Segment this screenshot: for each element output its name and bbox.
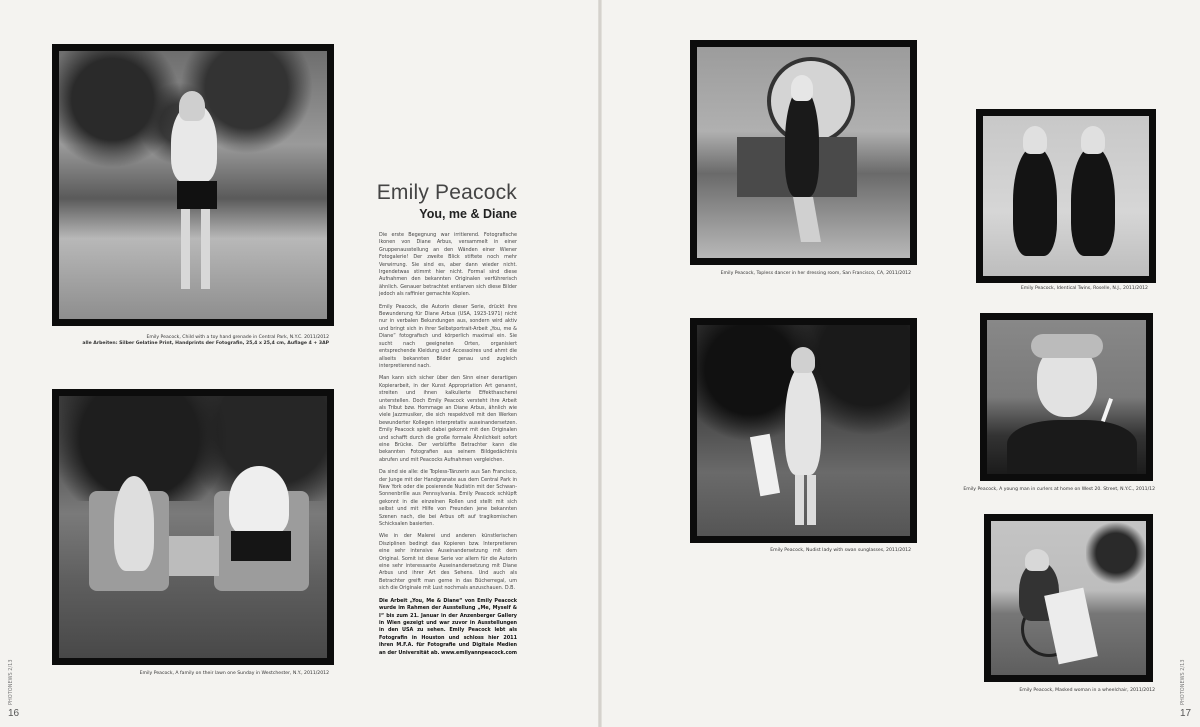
magazine-name-left: PHOTONEWS 2/13 <box>8 659 14 705</box>
caption-grenade: Emily Peacock, Child with a toy hand grenade in Central Park, N.Y.C. 2011/2012 <box>146 335 329 340</box>
artist-url[interactable]: www.emilyannpeacock.com <box>440 649 517 656</box>
article <box>365 180 517 657</box>
spread-fold <box>598 0 602 727</box>
caption-family: Emily Peacock, A family on their lawn one Sunday in Westchester, N.Y., 2011/2012 <box>139 671 329 676</box>
page-number-left: 16 <box>8 708 20 719</box>
photo-nudist-swan-sunglasses <box>690 318 917 543</box>
caption-twins: Emily Peacock, Identical Twins, Roselle, N.J., 2011/2012 <box>1020 286 1148 291</box>
page-number-right: 17 <box>1180 708 1192 719</box>
caption-curlers: Emily Peacock, A young man in curlers at home on West 20. Street, N.Y.C., 2011/12 <box>963 487 1155 492</box>
caption-wheelchair: Emily Peacock, Masked woman in a wheelchair, 2011/2012 <box>1019 688 1155 693</box>
photo-identical-twins <box>976 109 1156 283</box>
article-paragraph: Man kann sich sicher über den Sinn einer derartigen Kopierarbeit, in der Kunst Appropriation Art genannt, streiten und ihnen kalkulierte Effekthascherei unterstellen. Doch Emily Peacock versteht ihre Arbeit als Tribut bzw. Hommage an Diane Arbus, ähnlich wie viele Jazzmusiker, die sich respektvoll mit den Werken bewunderter Kollegen interpretativ auseinandersetzen. Emily Peacock spielt dabei gekonnt mit den Originalen und schafft durch die große formale Ähnlichkeit sofort eine Brücke. Der verblüffte Betrachter kann die bekannten Fotografien aus seinem Bildgedächtnis abrufen und mit Peacocks Aufnahmen vergleichen. <box>379 375 517 463</box>
article-title: Emily Peacock <box>376 181 517 204</box>
article-subtitle: You, me & Diane <box>419 207 517 221</box>
magazine-name-right: PHOTONEWS 2/13 <box>1180 659 1186 705</box>
caption-technical: alle Arbeiten: Silber Gelatine Print, Handprints der Fotografin, 25,4 x 25,4 cm, Auflage 4 + 3AP <box>82 341 329 346</box>
photo-masked-woman-wheelchair <box>984 514 1153 682</box>
article-paragraph: Wie in der Malerei und anderen künstlerischen Disziplinen bedingt das Kopieren bzw. Interpretieren eine sehr intensive Auseinandersetzung mit dem Original. Somit ist diese Serie vor allem für die Autorin eine sehr interessante Auseinandersetzung mit Diane Arbus und ihrer Art des Sehens. Und auch als Betrachter greift man gerne in das Bücherregal, um sich die Originale mit Lust nochmals anzuschauen. D.B. <box>379 533 517 592</box>
photo-topless-dancer <box>690 40 917 265</box>
article-paragraph: Da sind sie alle: die Topless-Tänzerin aus San Francisco, der Junge mit der Handgranate aus dem Central Park in New York oder die posierende Nudistin mit der Schwan-Sonnenbrille aus Pennsylvania. Emily Peacock schlüpft gekonnt in die einzelnen Rollen und stellt mit sich selbst und mit Hilfe von Freunden jene bekannten Szenen nach, die bei Arbus oft auf tragikomischen Schicksalen basierten. <box>379 469 517 528</box>
article-paragraph: Emily Peacock, die Autorin dieser Serie, drückt ihre Bewunderung für Diane Arbus (USA, 1923-1971) nicht nur in verbalen Bekundungen aus, sondern wird aktiv und bringt sich in ihrer Selbstportrait-Arbeit „You, me & Diane“ fotografisch und körperlich maximal ein. Sie sucht nach geeigneten Orten, organisiert entsprechende Kleidung und Accessoires und ahmt die allseits bekannten Bilder genau und zugleich interpretierend nach. <box>379 303 517 369</box>
caption-nudist: Emily Peacock, Nudist lady with swan sunglasses, 2011/2012 <box>770 548 911 553</box>
article-paragraph: Die erste Begegnung war irritierend. Fotografische Ikonen von Diane Arbus, versammelt in einer Gruppenausstellung an den Wänden einer Wiener Fotogalerie! Der zweite Blick stiftete noch mehr Verwirrung. Sie sind es, aber dann wieder nicht. Irgendetwas stimmt hier nicht. Formal sind diese Aufnahmen den bekannten Originalen verführerisch ähnlich. Genauer betrachtet entlarven sich diese Bilder jedoch als raffinier gemachte Kopien. <box>379 232 517 298</box>
photo-family-on-lawn <box>52 389 334 665</box>
photo-child-with-grenade <box>52 44 334 326</box>
exhibition-note-text: Die Arbeit „You, Me & Diane“ von Emily Peacock wurde im Rahmen der Ausstellung „Me, Myself & I“ bis zum 21. Januar in der Anzenberger Gallery in Wien gezeigt und war zuvor in Ausstellungen in den USA zu sehen. Emily Peacock lebt als Fotografin in Houston und schloss hier 2011 ihren M.F.A. für Fotografie und Digitale Medien an der Universität ab. <box>379 597 517 656</box>
caption-dancer: Emily Peacock, Topless dancer in her dressing room, San Francisco, CA, 2011/2012 <box>720 271 911 276</box>
exhibition-note <box>379 598 517 657</box>
photo-young-man-in-curlers <box>980 313 1153 481</box>
